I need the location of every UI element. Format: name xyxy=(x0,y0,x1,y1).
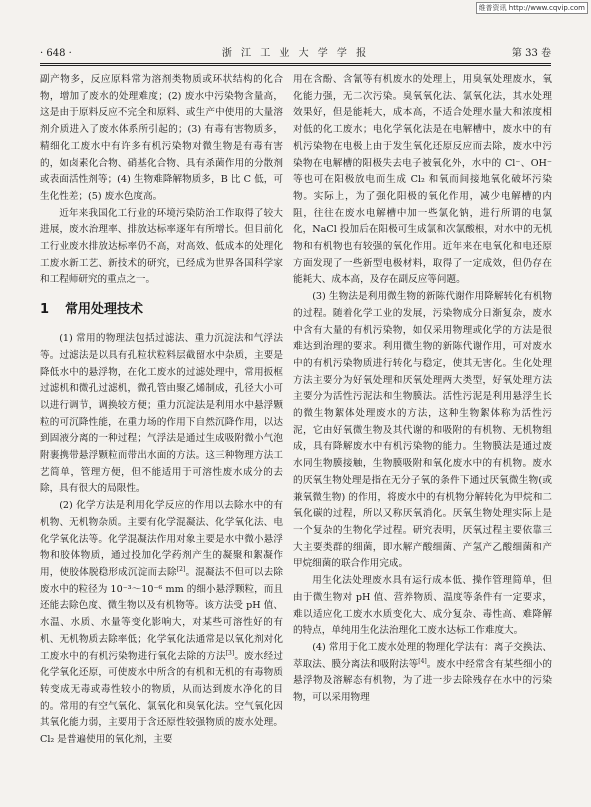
section-heading xyxy=(40,301,283,319)
page-number: · 648 · xyxy=(40,48,72,59)
paragraph-physicochemical-method xyxy=(293,640,552,707)
volume-label: 第 33 卷 xyxy=(511,48,551,59)
paragraph-biological-method: (3) 生物法是利用微生物的新陈代谢作用降解转化有机物的过程。随着化学工业的发展，污染物成分日渐复杂，废水中含有大量的有机污染物，如仅采用物理或化学的方法是很难达到治理的要求。利用微生物的新陈代谢作用，可对废水中的有机污染物质进行转化与稳定，使其无害化。生化处理方法主要分为好氧处理和厌氧处理两大类型，好氧处理方法主要分为活性污泥法和生物膜法。活性污泥是利用悬浮生长的微生物絮体处理废水的方法，这种生物絮体称为活性污泥，它由好氧微生物及其代谢的和吸附的有机物、无机物组成，具有降解废水中有机污染物的能力。生物膜法是通过废水同生物膜接触，生物膜吸附和氧化废水中的有机物。废水的厌氧生物处理是指在无分子氧的条件下通过厌氧微生物(或兼氧微生物) 的作用，将废水中的有机物分解转化为甲烷和二氧化碳的过程，所以又称厌氧消化。厌氧生物处理实际上是一个复杂的生物化学过程。研究表明，厌氧过程主要依靠三大主要类群的细菌，即水解产酸细菌、产氢产乙酸细菌和产甲烷细菌的联合作用完成。 xyxy=(293,291,552,570)
header-rule-double xyxy=(40,65,551,66)
citation-ref: [2] xyxy=(176,565,186,573)
paragraph-continuation: 副产物多，反应原料常为溶剂类物质或环状结构的化合物，增加了废水的处理难度；(2) 废水中污染物含量高，这是由于原料反应不完全和原料、或生产中使用的大量溶剂介质进入了废水体系所引起的；(3) 有毒有害物质多，精细化工废水中有许多有机污染物对微生物是有毒有害的，如卤素化合物、硝基化合物、具有杀菌作用的分散剂或表面活性剂等；(4) 生物难降解物质多，B 比 C 低，可生化性差；(5) 废水色度高。 xyxy=(40,74,283,202)
section-title: 常用处理技术 xyxy=(65,302,144,318)
paragraph-text: (4) 常用于化工废水处理的物理化学法有：离子交换法、萃取法、膜分离法和吸附法等 xyxy=(293,641,552,670)
paragraph-continuation: 用在含酚、含氰等有机废水的处理上，用臭氧处理废水，氧化能力强，无二次污染。臭氧氧化法、氯氧化法，其水处理效果好，但是能耗大，成本高，不适合处理水量大和浓度相对低的化工废水；电化学氧化法是在电解槽中，废水中的有机污染物在电极上由于发生氧化还原反应而去除，废水中污染物在电解槽的阳极失去电子被氧化外，水中的 Cl⁻、OH⁻ 等也可在阳极放电而生成 Cl₂ 和氧而间接地氧化破坏污染物。实际上，为了强化阳极的氧化作用，减少电解槽的内阻，往往在废水电解槽中加一些氯化钠，进行所谓的电氯化，NaCl 投加后在阳极可生成氯和次氯酸根，对水中的无机物和有机物也有较强的氧化作用。近年来在电氧化和电还原方面发现了一些新型电极材料，取得了一定成效，但仍存在能耗大、成本高，及存在副反应等问题。 xyxy=(293,74,552,286)
paragraph-text: 。废水经过化学氧化还原，可使废水中所含的有机和无机的有毒物质转变成无毒或毒性较小的物质，从而达到废水净化的目的。常用的有空气氧化、氯氧化和臭氧化法。空气氧化因其氧化能力弱，主要用于含还原性较强物质的废水处理。Cl₂ 是普遍使用的氧化剂，主要 xyxy=(40,650,284,746)
paragraph-chemical-method xyxy=(40,498,283,749)
source-watermark: 维普资讯 http://www.cqvip.com xyxy=(476,2,588,14)
left-column xyxy=(40,72,283,749)
section-number: 1 xyxy=(40,302,50,318)
journal-title: 浙 江 工 业 大 学 学 报 xyxy=(221,48,370,59)
paragraph-progress: 近年来我国化工行业的环境污染防治工作取得了较大进展，废水治理率、排放达标率逐年有所增长。但目前化工行业废水排放达标率仍不高，对高效、低成本的处理化工废水新工艺、新技术的研究，已经成为世界各国科学家和工程师研究的重点之一。 xyxy=(40,207,283,286)
citation-ref: [3] xyxy=(225,649,235,657)
citation-ref: [4] xyxy=(418,657,427,665)
right-column xyxy=(293,72,552,707)
header-rule xyxy=(40,63,551,64)
paragraph-physical-method: (1) 常用的物理法包括过滤法、重力沉淀法和气浮法等。过滤法是以具有孔粒状粒料层截留水中杂质，主要是降低水中的悬浮物，在化工废水的过滤处理中，常用扳框过滤机和微孔过滤机，微孔管由聚乙烯制成，孔径大小可以进行调节，调换较方便；重力沉淀法是利用水中悬浮颗粒的可沉降性能，在重力场的作用下自然沉降作用，以达到固液分离的一种过程；气浮法是通过生成吸附微小气泡附裹携带悬浮颗粒而带出水面的方法。这三种物理方法工艺简单，管理方便，但不能适用于可溶性废水成分的去除，具有很大的局限性。 xyxy=(40,333,283,495)
paragraph-biochem-limits: 用生化法处理废水具有运行成本低、操作管理简单，但由于微生物对 pH 值、营养物质、温度等条件有一定要求，难以适应化工废水水质变化大、成分复杂、毒性高、难降解的特点，单纯用生化法治理化工废水达标工作难度大。 xyxy=(293,575,552,637)
paragraph-text: (2) 化学方法是利用化学反应的作用以去除水中的有机物、无机物杂质。主要有化学混凝法、化学氧化法、电化学氧化法等。化学混凝法作用对象主要是水中微小悬浮物和胶体物质，通过投加化学药剂产生的凝聚和絮凝作用，使胶体脱稳形成沉淀而去除 xyxy=(40,500,283,578)
paragraph-text: 。废水中经常含有某些细小的悬浮物及溶解态有机物，为了进一步去除残存在水中的污染物，可以采用物理 xyxy=(293,658,552,704)
running-header xyxy=(40,47,551,61)
paragraph-text: 。混凝法不但可以去除废水中的粒径为 10⁻³～10⁻⁶ mm 的细小悬浮颗粒，而且还能去除色度、微生物以及有机物等。该方法受 pH 值、水温、水质、水量等变化影响大，对某些可溶性好的有机、无机物质去除率低；化学氧化法通常是以氧化剂对化工废水中的有机污染物进行氧化去除的方法 xyxy=(40,566,284,662)
